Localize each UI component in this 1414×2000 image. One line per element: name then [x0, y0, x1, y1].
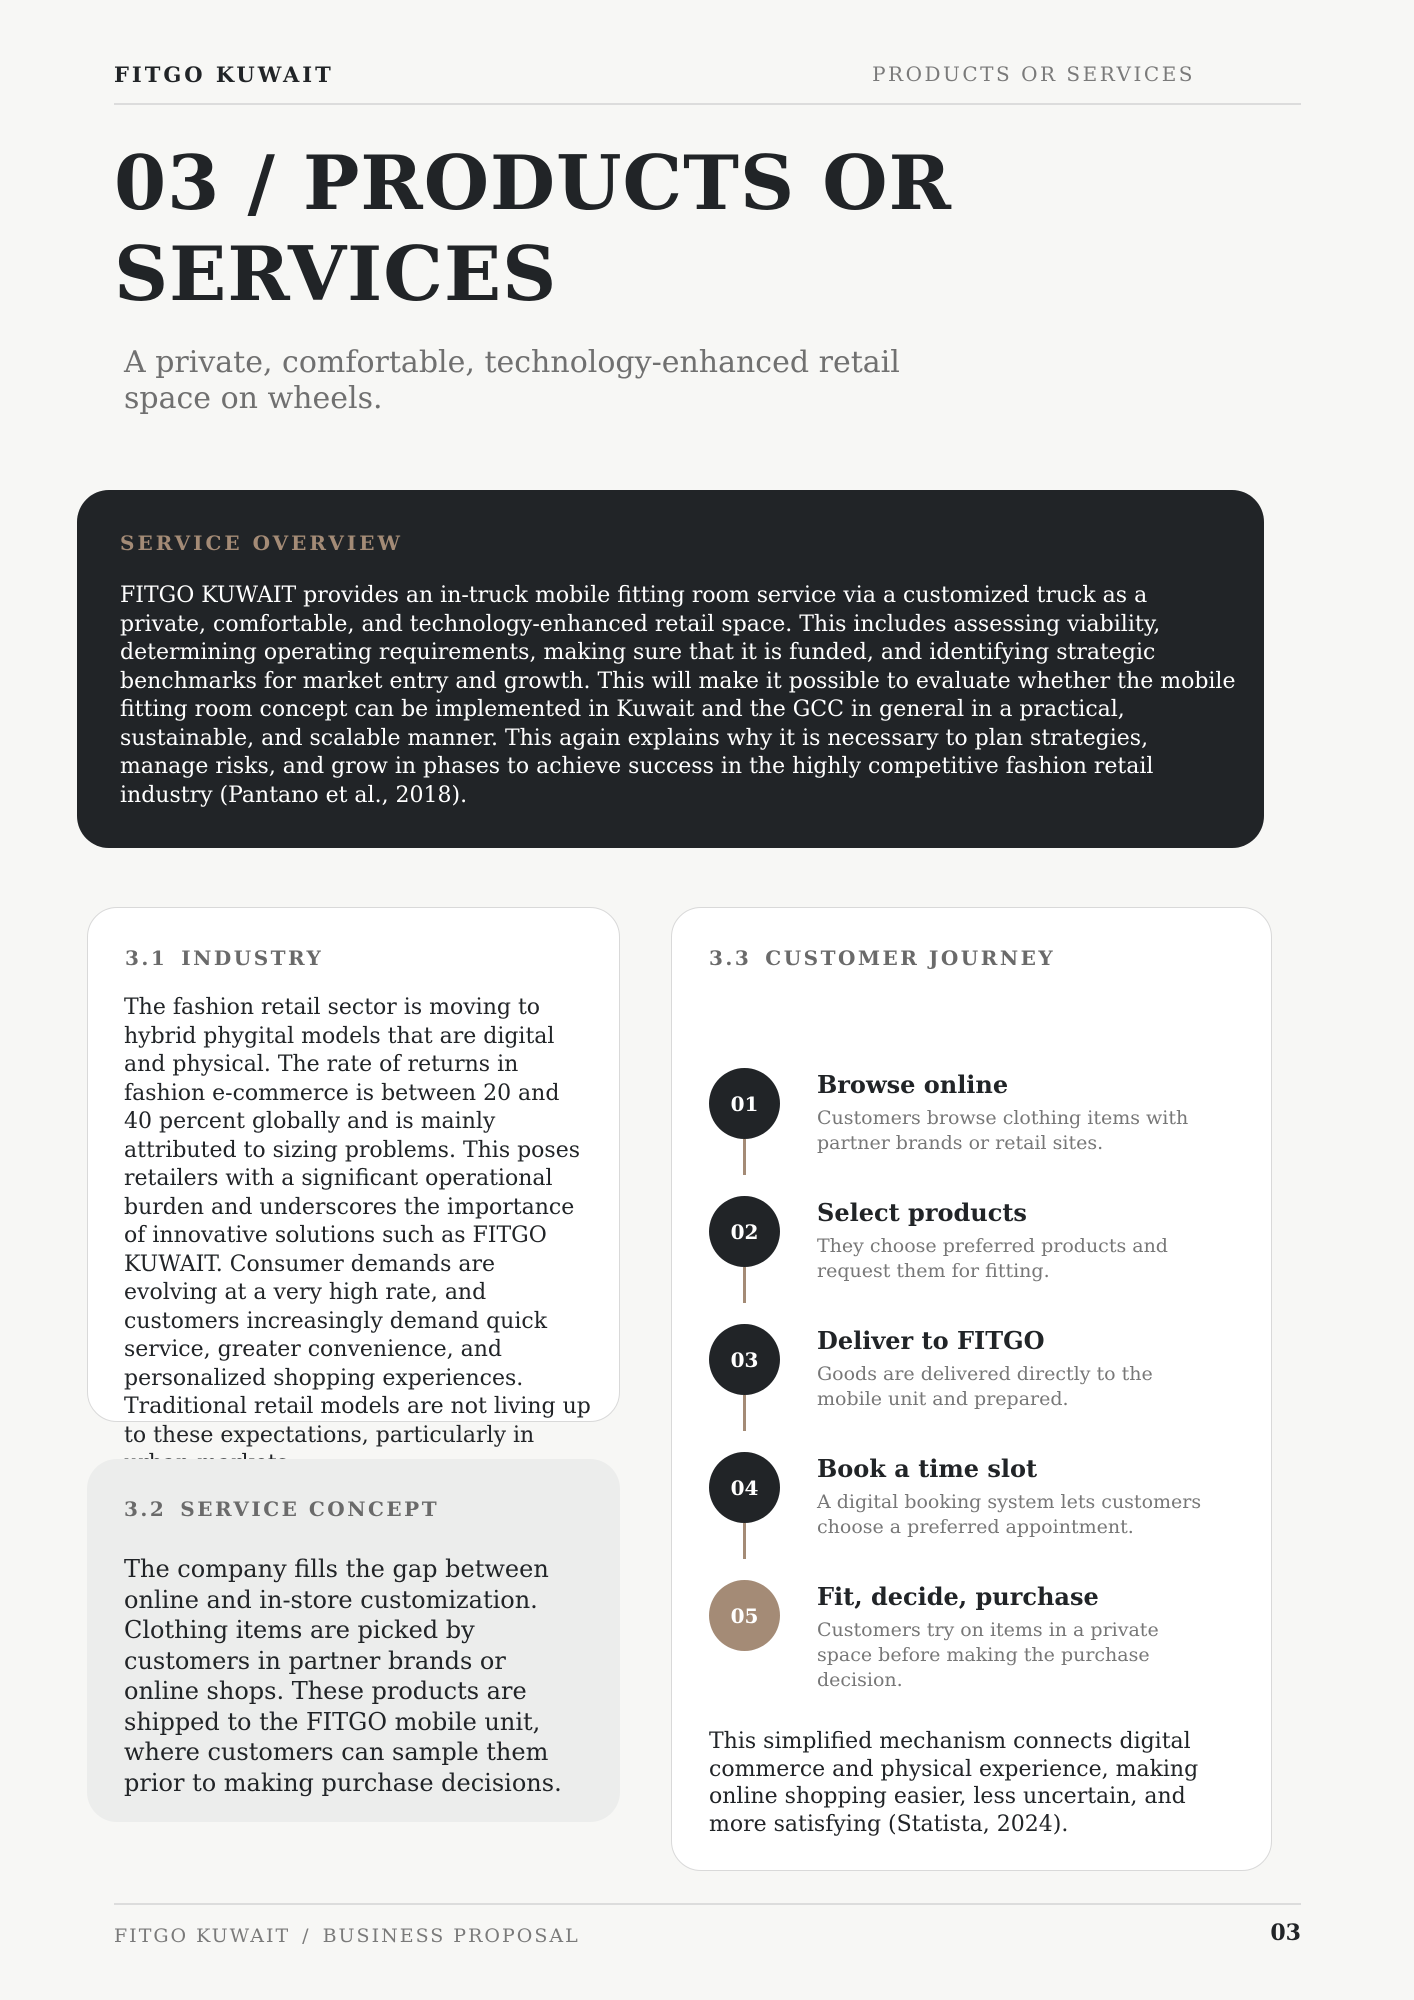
step-number-badge: 05: [709, 1580, 780, 1651]
journey-step: [709, 1324, 1249, 1452]
industry-body: The fashion retail sector is moving to hybrid phygital models that are digital and physical. The rate of returns in fashion e-commerce is between 20 and 40 percent globally and is mainly attributed to sizing problems. This poses retailers with a significant operational burden and underscores the importance of innovative solutions such as FITGO KUWAIT. Consumer demands are evolving at a very high rate, and customers increasingly demand quick service, greater convenience, and personalized shopping experiences. Traditional retail models are not living up to these expectations, particularly in: [124, 995, 591, 1448]
service-overview-kicker: SERVICE OVERVIEW: [120, 531, 403, 555]
industry-title: INDUSTRY: [181, 946, 324, 970]
journey-step: [709, 1196, 1249, 1324]
service-overview-body: FITGO KUWAIT provides an in-truck mobile fitting room service via a customized truck as a private, comfortable, and technology-enhanced retail space. This includes assessing viability, determining operating requirements, making sure that it is funded, and identifying strategic benchmarks for market entry and growth. This will make it possible to evaluate whether the mobile fitting room concept can be implemented in Kuwait and the GCC in general in a practical, sustainable, and scalable manner. This again explains why it is necessary to plan strategies, manage risks, and grow in phases to achieve success in the highly competitive fashion retail industry (Pantano et al., 2018).: [120, 583, 1236, 808]
service-concept-card: [87, 1459, 620, 1822]
header-divider: [114, 103, 1301, 105]
industry-number: 3.1: [125, 946, 168, 970]
customer-journey-card: [671, 907, 1272, 1871]
journey-step: [709, 1068, 1249, 1196]
footer-brand: FITGO KUWAIT: [114, 1925, 291, 1947]
service-concept-number: 3.2: [124, 1497, 167, 1521]
header-section-name: PRODUCTS OR SERVICES: [872, 62, 1195, 86]
footer-doc-type: BUSINESS PROPOSAL: [322, 1925, 580, 1947]
service-concept-heading: [124, 1497, 439, 1521]
step-number-badge: 03: [709, 1324, 780, 1395]
footer-doc-label: [114, 1925, 580, 1947]
step-connector: [743, 1523, 746, 1559]
step-number-badge: 02: [709, 1196, 780, 1267]
step-number-badge: 01: [709, 1068, 780, 1139]
page-number: 03: [1270, 1920, 1301, 1946]
step-title: Deliver to FITGO: [817, 1326, 1045, 1355]
customer-journey-summary: This simplified mechanism connects digital commerce and physical experience, making online shopping easier, less uncertain, and more satisfying (Statista, 2024).: [709, 1729, 1199, 1837]
service-concept-title: SERVICE CONCEPT: [180, 1497, 440, 1521]
step-description: A digital booking system lets customers choose a preferred appointment.: [817, 1491, 1202, 1538]
step-number-badge: 04: [709, 1452, 780, 1523]
step-description: They choose preferred products and request them for fitting.: [817, 1235, 1168, 1282]
customer-journey-title: CUSTOMER JOURNEY: [765, 946, 1056, 970]
footer-separator: /: [302, 1925, 311, 1947]
industry-heading: [125, 946, 323, 970]
step-connector: [743, 1267, 746, 1303]
step-title: Fit, decide, purchase: [817, 1582, 1099, 1611]
journey-step: [709, 1580, 1249, 1708]
step-title: Select products: [817, 1198, 1027, 1227]
page-title: 03 / PRODUCTS OR SERVICES: [114, 139, 952, 318]
journey-step: [709, 1452, 1249, 1580]
step-title: Browse online: [817, 1070, 1009, 1099]
header-brand: FITGO KUWAIT: [114, 62, 334, 87]
page-lead: A private, comfortable, technology-enhanced retail space on wheels.: [124, 345, 900, 416]
step-connector: [743, 1139, 746, 1175]
customer-journey-number: 3.3: [709, 946, 752, 970]
footer-divider: [114, 1903, 1301, 1905]
step-description: Goods are delivered directly to the mobile unit and prepared.: [817, 1363, 1153, 1410]
service-concept-body: The company fills the gap between online and in-store customization. Clothing items are picked by customers in partner brands or online shops. These products are shipped to the FITGO mobile unit, where customers can sample them prior to making purchase decisions.: [124, 1555, 562, 1797]
customer-journey-heading: [709, 946, 1055, 970]
service-overview-card: [77, 490, 1264, 848]
step-description: Customers browse clothing items with partner brands or retail sites.: [817, 1107, 1189, 1154]
step-connector: [743, 1395, 746, 1431]
step-title: Book a time slot: [817, 1454, 1038, 1483]
step-description: Customers try on items in a private space before making the purchase decision.: [817, 1619, 1159, 1691]
